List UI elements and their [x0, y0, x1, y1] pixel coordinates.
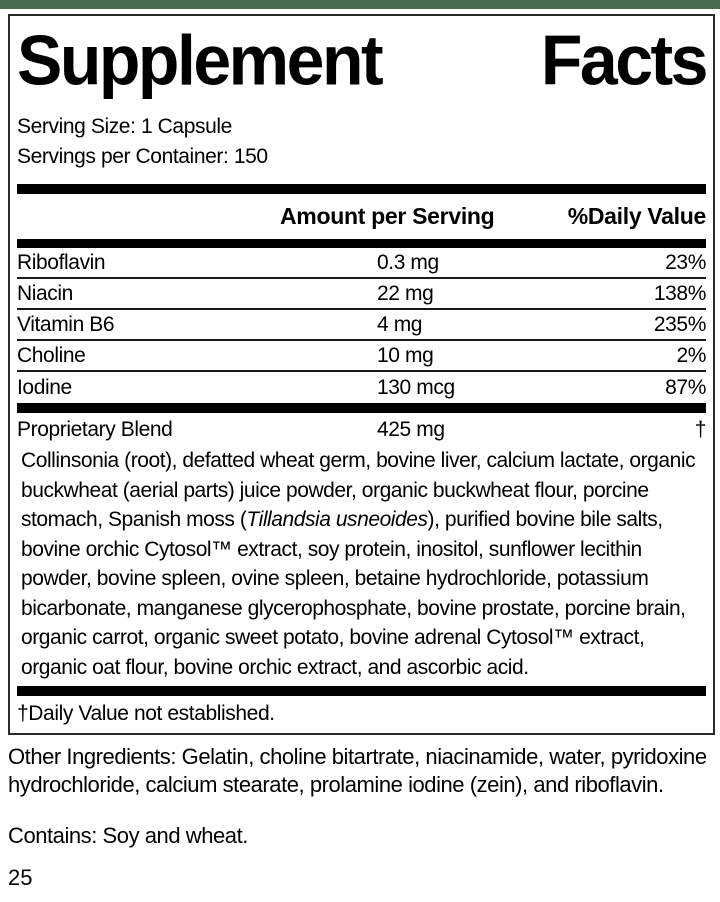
nutrient-name: Niacin	[17, 281, 73, 305]
header-top-divider-bar	[17, 184, 706, 194]
contains-text: Contains: Soy and wheat.	[8, 823, 248, 848]
amount-per-serving-header: Amount per Serving	[280, 203, 495, 229]
proprietary-blend-row	[17, 413, 706, 446]
blend-description	[17, 446, 706, 682]
nutrient-name: Iodine	[17, 375, 72, 399]
below-panel-text	[8, 743, 714, 891]
title-word-supplement: Supplement	[17, 21, 382, 101]
nutrient-dv: 2%	[676, 343, 706, 367]
header-bottom-divider-bar	[17, 239, 706, 248]
blend-dv-dagger: †	[694, 417, 706, 441]
blend-desc-latin-name: Tillandsia usneoides	[246, 508, 428, 531]
footnote-top-divider-bar	[17, 686, 706, 696]
page-number: 25	[8, 865, 33, 890]
nutrient-amount: 0.3 mg	[377, 250, 439, 274]
nutrient-name: Riboflavin	[17, 250, 106, 274]
serving-info	[17, 112, 706, 172]
nutrient-amount: 130 mcg	[377, 375, 455, 399]
supplement-facts-panel	[8, 14, 715, 735]
nutrient-row-riboflavin	[17, 248, 706, 279]
serving-size-line: Serving Size: 1 Capsule	[17, 115, 232, 138]
panel-title	[17, 20, 706, 101]
daily-value-footnote: †Daily Value not established.	[17, 702, 275, 725]
nutrient-row-choline	[17, 341, 706, 372]
nutrient-name: Choline	[17, 343, 86, 367]
title-word-facts: Facts	[540, 21, 706, 101]
nutrient-dv: 138%	[653, 281, 706, 305]
nutrient-amount: 4 mg	[377, 312, 423, 336]
blend-name: Proprietary Blend	[17, 417, 173, 441]
blend-desc-part1: Collinsonia (root), defatted wheat germ, bovine liver, calcium lactate, organic buckwheat (aerial parts) juice powder, organic buckwheat flour, porcine stomach, Spanish moss (	[21, 449, 696, 531]
column-header-row	[17, 194, 706, 239]
blend-amount: 425 mg	[377, 417, 445, 441]
blend-top-divider-bar	[17, 403, 706, 413]
nutrient-row-niacin	[17, 279, 706, 310]
blend-desc-part2: ), purified bovine bile salts, bovine orchic Cytosol™ extract, soy protein, inositol, sunflower lecithin powder, bovine spleen, ovine spleen, betaine hydrochloride, potassium bicarbonate, manganese glycerophosphate, bovine prostate, porcine brain, organic carrot, organic sweet potato, bovine adrenal Cytosol™ extract, organic oat flour, bovine orchic extract, and ascorbic acid.	[21, 508, 686, 679]
nutrient-name: Vitamin B6	[17, 312, 115, 336]
top-accent-bar	[0, 0, 720, 9]
nutrient-dv: 23%	[665, 250, 706, 274]
other-ingredients-text: Other Ingredients: Gelatin, choline bitartrate, niacinamide, water, pyridoxine hydrochloride, calcium stearate, prolamine iodine (zein), and riboflavin.	[8, 744, 707, 797]
servings-per-container-line: Servings per Container: 150	[17, 145, 268, 168]
nutrient-amount: 22 mg	[377, 281, 434, 305]
nutrient-amount: 10 mg	[377, 343, 434, 367]
nutrient-dv: 235%	[653, 312, 706, 336]
nutrient-dv: 87%	[665, 375, 706, 399]
nutrient-row-vitamin-b6	[17, 310, 706, 341]
daily-value-header: %Daily Value	[567, 203, 706, 229]
nutrient-row-iodine	[17, 372, 706, 403]
